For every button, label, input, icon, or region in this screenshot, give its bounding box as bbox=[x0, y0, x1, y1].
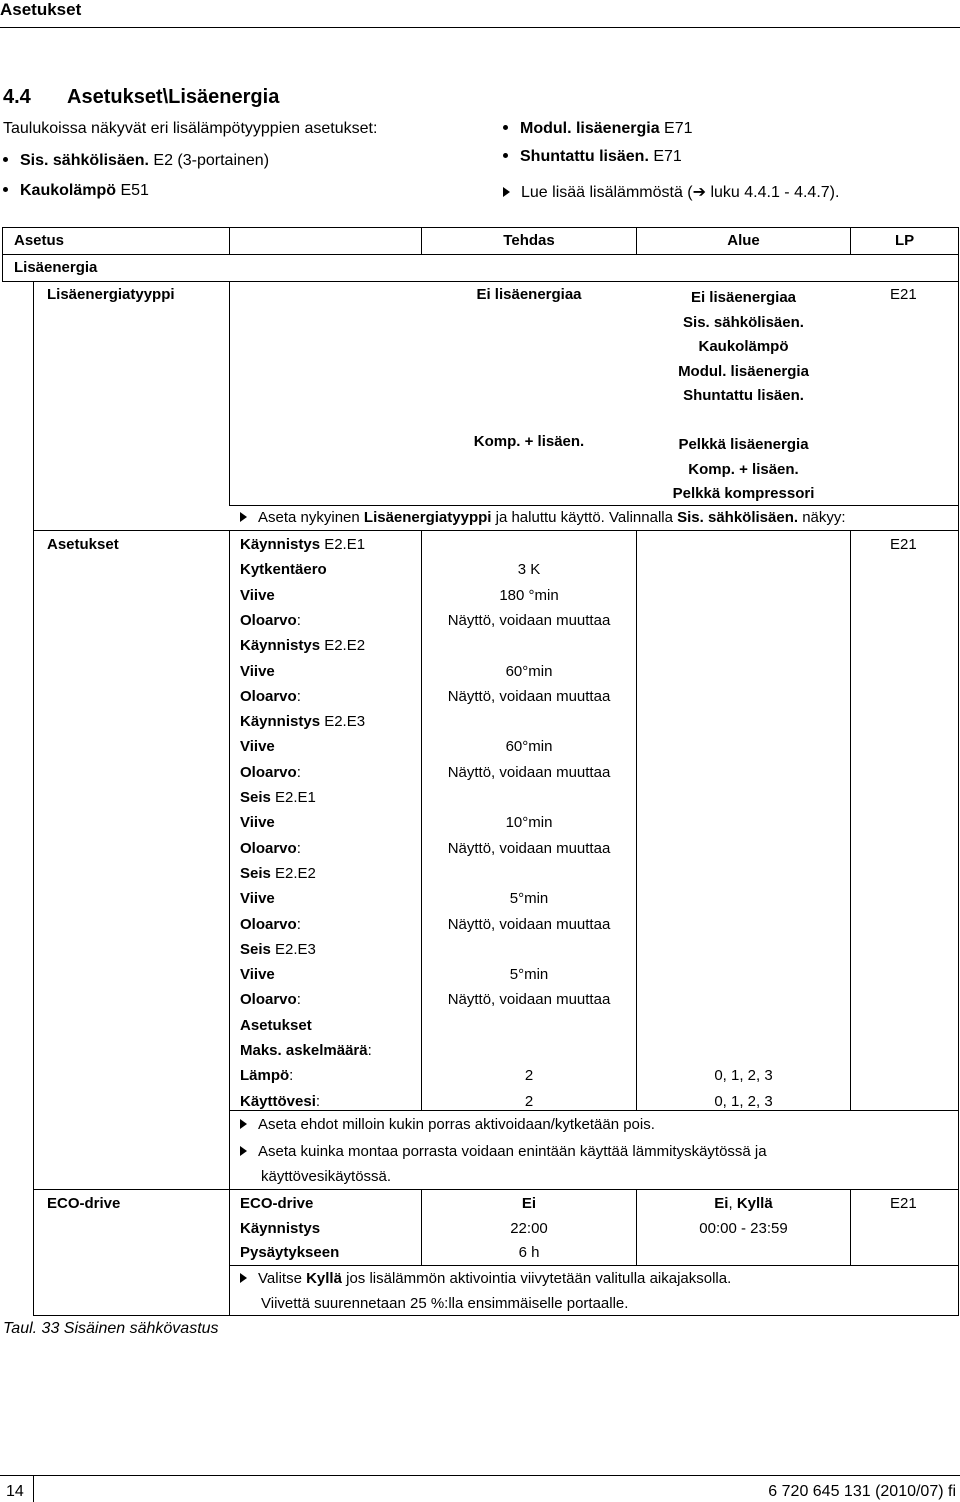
arrow-right-icon bbox=[503, 187, 510, 197]
type-label: Lisäenergiatyyppi bbox=[47, 286, 175, 303]
type-factory: Ei lisäenergiaa bbox=[476, 286, 582, 303]
range-option: Ei lisäenergiaa bbox=[690, 289, 797, 306]
step-label: Oloarvo: bbox=[240, 764, 301, 781]
note-eco: Valitse Kyllä jos lisälämmön aktivointia viivytetään valitulla aikajaksolla. bbox=[240, 1270, 731, 1287]
table-caption: Taul. 33 Sisäinen sähkövastus bbox=[3, 1320, 219, 1337]
eco-row-range: 00:00 - 23:59 bbox=[699, 1220, 788, 1237]
step-factory: 5°min bbox=[509, 966, 549, 983]
eco-row-factory: Ei bbox=[521, 1195, 537, 1212]
table-top-border bbox=[2, 227, 959, 228]
note-max-steps-cont: käyttövesikäytössä. bbox=[261, 1168, 392, 1185]
table-right-border bbox=[958, 227, 959, 281]
range-option: Sis. sähkölisäen. bbox=[683, 313, 804, 331]
footer-rule bbox=[0, 1475, 960, 1476]
step-factory: Näyttö, voidaan muuttaa bbox=[447, 688, 611, 705]
arrow-right-icon bbox=[240, 1146, 247, 1156]
range-option: Shuntattu lisäen. bbox=[683, 387, 804, 404]
doc-id: 6 720 645 131 (2010/07) fi bbox=[768, 1483, 956, 1500]
eco-row-factory: 6 h bbox=[518, 1244, 540, 1261]
bullet-item: Kaukolämpö E51 bbox=[3, 182, 149, 200]
step-factory: 60°min bbox=[505, 738, 553, 755]
header-factory: Tehdas bbox=[503, 232, 555, 249]
range-option: Kaukolämpö bbox=[698, 338, 789, 355]
col-divider bbox=[850, 227, 851, 254]
step-label: Viive bbox=[240, 587, 275, 604]
row-border bbox=[33, 1189, 959, 1190]
step-factory: Näyttö, voidaan muuttaa bbox=[447, 612, 611, 629]
col-divider bbox=[229, 530, 230, 1315]
step-label: Viive bbox=[240, 738, 275, 755]
row-border bbox=[2, 281, 959, 282]
arrow-right-icon bbox=[240, 1273, 247, 1283]
eco-row-label: Pysäytykseen bbox=[240, 1244, 340, 1261]
header-rule bbox=[0, 27, 960, 28]
range-option: Komp. + lisäen. bbox=[688, 460, 799, 478]
col-divider bbox=[850, 530, 851, 1110]
bullet-icon bbox=[503, 125, 508, 130]
step-range: 0, 1, 2, 3 bbox=[714, 1093, 773, 1110]
step-label: Käynnistys E2.E2 bbox=[240, 637, 366, 654]
step-label: Viive bbox=[240, 663, 275, 680]
step-label: Lämpö: bbox=[240, 1067, 294, 1084]
step-factory: 5°min bbox=[509, 890, 549, 907]
intro-text: Taulukoissa näkyvät eri lisälämpötyyppien asetukset: bbox=[3, 120, 378, 137]
step-label: Oloarvo: bbox=[240, 991, 301, 1008]
step-label: Viive bbox=[240, 890, 275, 907]
step-label: Viive bbox=[240, 966, 275, 983]
arrow-right-icon bbox=[240, 512, 247, 522]
range-option: Modul. lisäenergia bbox=[678, 362, 809, 380]
note-eco-cont: Viivettä suurennetaan 25 %:lla ensimmäiselle portaalle. bbox=[261, 1295, 629, 1312]
step-factory: Näyttö, voidaan muuttaa bbox=[447, 991, 611, 1008]
type-range-list bbox=[637, 286, 850, 409]
row-border bbox=[229, 1265, 959, 1266]
table-bottom-border bbox=[33, 1315, 959, 1316]
eco-row-label: Käynnistys bbox=[240, 1220, 321, 1237]
step-label: Asetukset bbox=[240, 1017, 312, 1034]
note-max-steps: Aseta kuinka montaa porrasta voidaan enintään käyttää lämmityskäytössä ja bbox=[240, 1143, 767, 1160]
eco-label: ECO-drive bbox=[47, 1195, 121, 1212]
arrow-right-icon bbox=[240, 1119, 247, 1129]
col-divider bbox=[229, 281, 230, 505]
running-header: Asetukset bbox=[0, 0, 82, 19]
col-divider bbox=[636, 530, 637, 1110]
bullet-item: Shuntattu lisäen. E71 bbox=[503, 148, 682, 166]
row-border bbox=[229, 1110, 959, 1111]
eco-row-label: ECO-drive bbox=[240, 1195, 314, 1212]
row-border bbox=[229, 505, 959, 506]
bullet-icon bbox=[503, 153, 508, 158]
type-lp: E21 bbox=[890, 286, 917, 303]
step-label: Maks. askelmäärä: bbox=[240, 1042, 372, 1059]
step-factory: Näyttö, voidaan muuttaa bbox=[447, 840, 611, 857]
header-lp: LP bbox=[895, 232, 915, 249]
page-number: 14 bbox=[6, 1483, 24, 1500]
header-range: Alue bbox=[727, 232, 760, 249]
step-factory: 10°min bbox=[505, 814, 553, 831]
step-factory: 180 °min bbox=[499, 587, 559, 604]
step-label: Kytkentäero bbox=[240, 561, 327, 578]
asetukset-label: Asetukset bbox=[47, 536, 119, 553]
step-range: 0, 1, 2, 3 bbox=[714, 1067, 773, 1084]
step-label: Oloarvo: bbox=[240, 688, 301, 705]
bullet-icon bbox=[3, 157, 8, 162]
step-factory: Näyttö, voidaan muuttaa bbox=[447, 916, 611, 933]
bullet-item: Modul. lisäenergia E71 bbox=[503, 120, 693, 138]
header-setting: Asetus bbox=[14, 232, 65, 249]
note-conditions: Aseta ehdot milloin kukin porras aktivoidaan/kytketään pois. bbox=[240, 1116, 655, 1133]
group-title: Lisäenergia bbox=[14, 259, 98, 276]
range-option: Pelkkä kompressori bbox=[672, 485, 815, 502]
step-label: Seis E2.E2 bbox=[240, 865, 316, 882]
step-label: Käyttövesi: bbox=[240, 1093, 321, 1110]
table-header-bottom bbox=[2, 254, 959, 255]
section-number: 4.4 bbox=[3, 86, 31, 108]
step-factory: 2 bbox=[524, 1093, 534, 1110]
step-label: Käynnistys E2.E1 bbox=[240, 536, 366, 553]
step-label: Oloarvo: bbox=[240, 612, 301, 629]
step-factory: 2 bbox=[524, 1067, 534, 1084]
step-label: Käynnistys E2.E3 bbox=[240, 713, 366, 730]
eco-row-factory: 22:00 bbox=[510, 1220, 548, 1237]
note-type: Aseta nykyinen Lisäenergiatyyppi ja haluttu käyttö. Valinnalla Sis. sähkölisäen. näkyy: bbox=[240, 509, 846, 526]
footer-divider bbox=[33, 1475, 34, 1502]
asetukset-lp: E21 bbox=[890, 536, 917, 553]
step-factory: 3 K bbox=[517, 561, 541, 578]
bullet-icon bbox=[3, 187, 8, 192]
step-factory: 60°min bbox=[505, 663, 553, 680]
step-label: Oloarvo: bbox=[240, 840, 301, 857]
section-title: Asetukset\Lisäenergia bbox=[67, 86, 280, 108]
step-label: Seis E2.E3 bbox=[240, 941, 316, 958]
col-divider bbox=[229, 227, 230, 254]
table-right-border bbox=[958, 281, 959, 1316]
step-label: Oloarvo: bbox=[240, 916, 301, 933]
row-border bbox=[33, 530, 959, 531]
step-label: Viive bbox=[240, 814, 275, 831]
step-label: Seis E2.E1 bbox=[240, 789, 316, 806]
bullet-item: Sis. sähkölisäen. E2 (3-portainen) bbox=[3, 152, 269, 170]
eco-lp: E21 bbox=[890, 1195, 917, 1212]
col-divider bbox=[850, 1189, 851, 1265]
step-factory: Näyttö, voidaan muuttaa bbox=[447, 764, 611, 781]
table-left-border bbox=[2, 227, 3, 281]
indent-border bbox=[33, 281, 34, 1316]
arrow-note: Lue lisää lisälämmöstä (➔ luku 4.4.1 - 4.4.7). bbox=[503, 182, 839, 202]
komp-range-list bbox=[637, 433, 850, 507]
range-option: Pelkkä lisäenergia bbox=[678, 436, 809, 453]
eco-row-range: Ei, Kyllä bbox=[714, 1195, 773, 1212]
komp-factory: Komp. + lisäen. bbox=[473, 433, 585, 450]
